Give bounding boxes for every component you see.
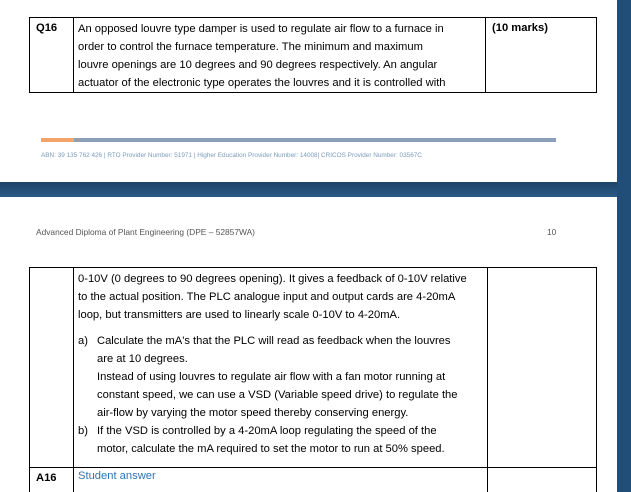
answer-marks-cell [488,468,597,492]
footer-text: ABN: 39 135 762 426 | RTO Provider Number: 51971 | Higher Education Provider Number: 14008| CRICOS Provider Number: 03567C [41,152,422,159]
page-number: 10 [547,227,557,237]
question-line: order to control the furnace temperature. The minimum and maximum [78,41,423,53]
sub-question-line: If the VSD is controlled by a 4-20mA loop regulating the speed of the [97,425,437,437]
sub-question-line: Calculate the mA's that the PLC will read as feedback when the louvres [97,335,451,347]
sub-question-line: constant speed, we can use a VSD (Variable speed drive) to regulate the [97,389,458,401]
question-number: Q16 [30,18,74,93]
document-page-1 [0,0,617,182]
sub-question-line: are at 10 degrees. [97,353,188,365]
continuation-line: to the actual position. The PLC analogue input and output cards are 4-20mA [78,291,456,303]
sub-question-line: air-flow by varying the motor speed thereby conserving energy. [97,407,409,419]
sub-question-list [78,332,483,458]
sub-question-label: b) [78,425,88,437]
footer-divider [41,138,556,142]
sub-question-line: Instead of using louvres to regulate air flow with a fan motor running at [97,371,446,383]
student-answer-field[interactable]: Student answer [74,468,488,492]
footer-accent [41,138,74,142]
empty-marks-cell [488,268,597,468]
question-line: actuator of the electronic type operates the louvres and it is controlled with [78,77,446,89]
page-gap [0,182,631,197]
question-table [29,17,597,93]
question-text-continued [74,268,488,468]
question-table-continued [29,267,597,492]
question-line: An opposed louvre type damper is used to regulate air flow to a furnace in [78,23,444,35]
viewer-background [617,0,631,492]
sub-question-a [78,332,483,422]
sub-question-b [78,422,483,458]
continuation-line: loop, but transmitters are used to linearly scale 0-10V to 4-20mA. [78,309,401,321]
sub-question-line: motor, calculate the mA required to set the motor to run at 50% speed. [97,443,445,455]
document-page-2 [0,197,617,492]
header-title: Advanced Diploma of Plant Engineering (DPE – 52857WA) [36,227,255,237]
question-marks: (10 marks) [486,18,597,93]
answer-label: A16 [30,468,74,492]
question-text [74,18,486,93]
sub-question-label: a) [78,335,88,347]
continuation-line: 0-10V (0 degrees to 90 degrees opening). It gives a feedback of 0-10V relative [78,273,467,285]
empty-number-cell [30,268,74,468]
question-line: louvre openings are 10 degrees and 90 degrees respectively. An angular [78,59,438,71]
